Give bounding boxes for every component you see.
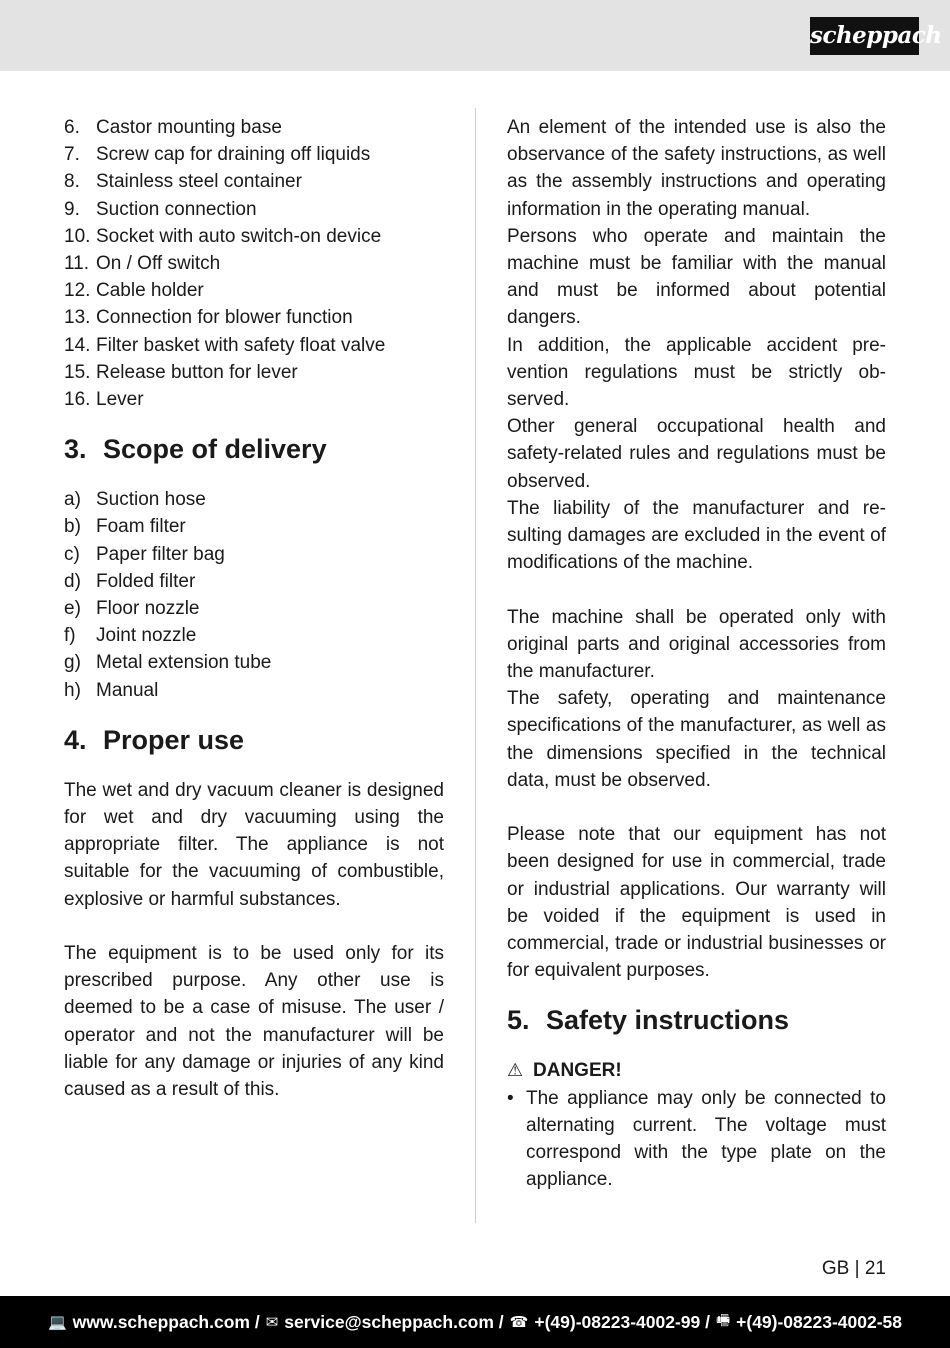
paragraph: Please note that our equipment has not been designed for use in commercial, trade or industrial applications. Our warranty will be voided if the equipment is used in commercial, trade or industrial businesses or for equivalent purposes. (507, 824, 886, 982)
footer-phone: +(49)-08223-4002-99 / (534, 1311, 710, 1332)
list-item: 13. Connection for blower function (64, 307, 353, 329)
computer-icon: 💻 (47, 1314, 67, 1331)
section-heading-safety: 5. Safety instructions (507, 1005, 790, 1036)
footer-bar (0, 1296, 950, 1348)
page-number: GB | 21 (821, 1258, 886, 1279)
list-item: 14. Filter basket with safety float valve (64, 334, 386, 356)
footer-website[interactable]: www.scheppach.com / (72, 1311, 260, 1332)
list-item: e) Floor nozzle (64, 598, 200, 620)
list-item: 9. Suction connection (64, 198, 257, 220)
list-item: g) Metal extension tube (64, 652, 272, 674)
list-item: 12. Cable holder (64, 280, 204, 302)
section-heading-scope: 3. Scope of delivery (64, 434, 327, 465)
paragraph: The liability of the manufacturer and resulting damages are excluded in the event of modifications of the machine. (507, 497, 886, 574)
header-bar (0, 0, 950, 71)
paragraph: In addition, the applicable accident prevention regulations must be strictly observed. (507, 334, 886, 411)
list-item: d) Folded filter (64, 570, 196, 592)
list-item: 16. Lever (64, 389, 144, 411)
warning-triangle-icon: ⚠ (507, 1060, 524, 1081)
paragraph: Persons who operate and maintain the machine must be familiar with the manual and must be informed about potential dangers. (507, 225, 886, 329)
list-item: 8. Stainless steel container (64, 171, 302, 193)
footer-email[interactable]: service@scheppach.com / (284, 1311, 504, 1332)
brand-logo: scheppach (810, 17, 919, 55)
paragraph: The wet and dry vacuum cleaner is designed for wet and dry vacuuming using the appropriate filter. The appliance is not suitable for the vacuuming of combustible, explosive or harmful substances. (64, 779, 444, 910)
paragraph: Other general occupational health and safety-related rules and regulations must be observed. (507, 416, 886, 492)
right-column (507, 114, 886, 1193)
list-item: 10. Socket with auto switch-on device (64, 225, 382, 247)
left-column (64, 114, 444, 1103)
parts-list (64, 114, 444, 413)
list-item: h) Manual (64, 679, 159, 701)
bullet-icon: • (507, 1087, 514, 1109)
paragraph: The safety, operating and maintenance specifications of the manufacturer, as well as the dimensions specified in the technical data, must be observed. (507, 688, 886, 791)
envelope-icon: ✉ (265, 1314, 279, 1331)
phone-icon: ☎ (509, 1314, 529, 1331)
danger-label: ⚠ DANGER! (507, 1057, 886, 1084)
bullet-item: • The appliance may only be connected to alternating current. The voltage must correspond with the type plate on the appliance. (507, 1085, 886, 1194)
list-item: 6. Castor mounting base (64, 117, 282, 138)
paragraph: The equipment is to be used only for its prescribed purpose. Any other use is deemed to be a case of misuse. The user / operator and not the manufacturer will be liable for any damage or injuries of any kind caused as a result of this. (64, 943, 444, 1101)
paragraph: The machine shall be operated only with original parts and original accessories from the manufacturer. (507, 606, 886, 683)
list-item: 7. Screw cap for draining off liquids (64, 144, 371, 166)
scope-list (64, 486, 444, 704)
fax-icon: 🖷 (715, 1311, 731, 1329)
list-item: a) Suction hose (64, 489, 206, 511)
list-item: 11. On / Off switch (64, 253, 221, 275)
footer-fax: +(49)-08223-4002-58 (736, 1311, 903, 1332)
list-item: f) Joint nozzle (64, 625, 197, 647)
column-divider (475, 108, 476, 1223)
list-item: c) Paper filter bag (64, 543, 225, 565)
section-heading-proper-use: 4. Proper use (64, 724, 245, 755)
paragraph: An element of the intended use is also the observance of the safety instructions, as well as the assembly instructions and operating information in the operating manual. (507, 117, 886, 220)
list-item: b) Foam filter (64, 516, 186, 538)
list-item: 15. Release button for lever (64, 361, 298, 383)
